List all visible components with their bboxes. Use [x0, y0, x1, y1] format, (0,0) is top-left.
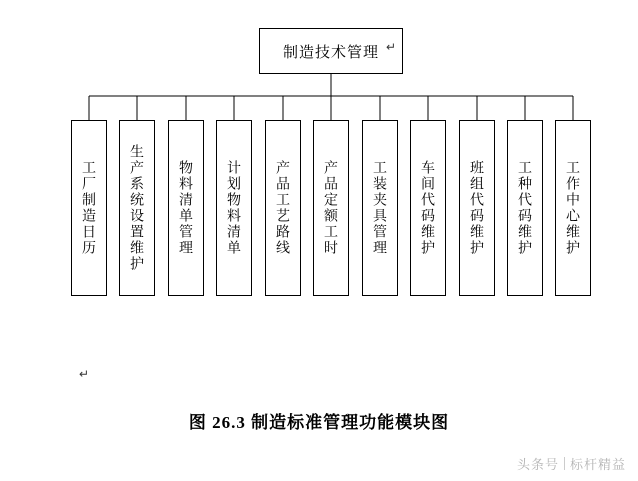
node-leaf-8-label: 车间代码维护	[420, 160, 436, 256]
paragraph-mark-stray: ↵	[79, 367, 90, 381]
node-leaf-8[interactable]	[410, 120, 446, 296]
paragraph-mark-root: ↵	[386, 40, 397, 54]
node-leaf-9[interactable]	[459, 120, 495, 296]
watermark-prefix: 头条号	[516, 457, 559, 472]
node-leaf-7[interactable]	[362, 120, 398, 296]
node-leaf-2-label: 生产系统设置维护	[129, 144, 145, 272]
node-leaf-3-label: 物料清单管理	[178, 160, 194, 256]
node-root[interactable]	[259, 28, 403, 74]
node-leaf-10[interactable]	[507, 120, 543, 296]
node-leaf-3[interactable]	[168, 120, 204, 296]
figure-caption: 图 26.3 制造标准管理功能模块图	[188, 413, 450, 432]
node-leaf-7-label: 工装夹具管理	[372, 160, 388, 256]
node-leaf-5-label: 产品工艺路线	[275, 160, 291, 256]
node-root-label: 制造技术管理	[282, 43, 379, 61]
watermark-separator	[564, 457, 565, 470]
watermark	[517, 454, 626, 473]
node-leaf-4[interactable]	[216, 120, 252, 296]
node-leaf-2[interactable]	[119, 120, 155, 296]
node-leaf-9-label: 班组代码维护	[469, 160, 485, 256]
node-leaf-11-label: 工作中心维护	[565, 160, 581, 256]
node-leaf-6-label: 产品定额工时	[323, 160, 339, 256]
node-leaf-11[interactable]	[555, 120, 591, 296]
node-leaf-6[interactable]	[313, 120, 349, 296]
node-leaf-5[interactable]	[265, 120, 301, 296]
node-leaf-4-label: 计划物料清单	[226, 160, 242, 256]
node-leaf-1[interactable]	[71, 120, 107, 296]
node-leaf-10-label: 工种代码维护	[517, 160, 533, 256]
watermark-name: 标杆精益	[569, 457, 626, 472]
node-leaf-1-label: 工厂制造日历	[81, 160, 97, 256]
